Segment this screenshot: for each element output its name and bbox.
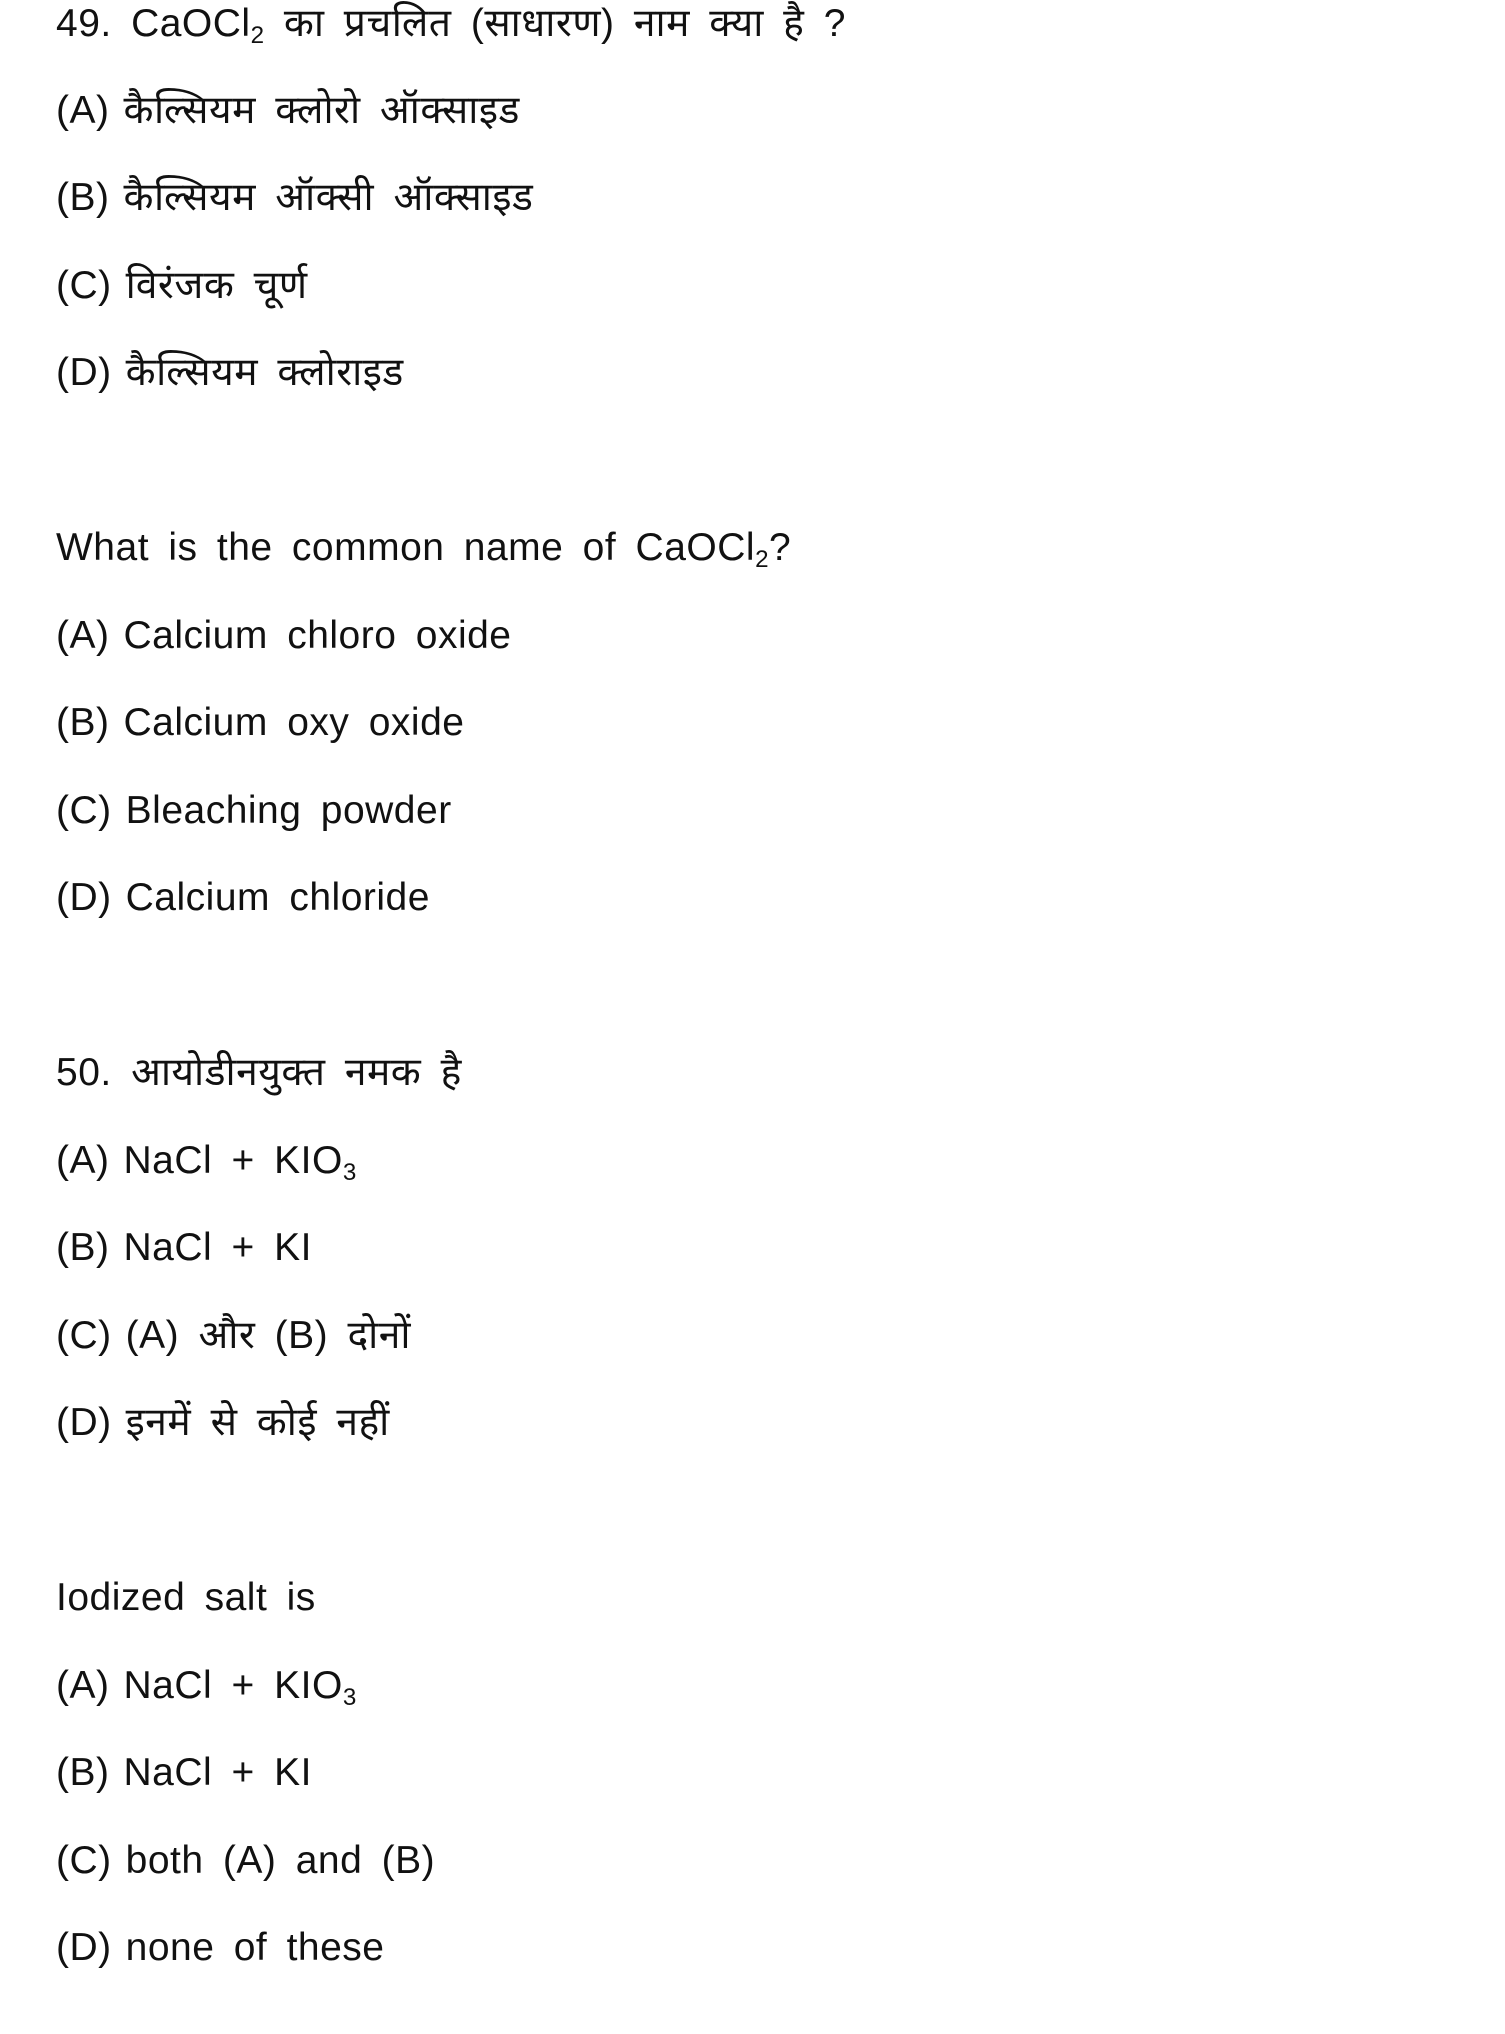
- q49-english-option-b[interactable]: (B) Calcium oxy oxide: [56, 701, 465, 744]
- q49-hindi-option-c[interactable]: (C) विरंजक चूर्ण: [56, 264, 308, 307]
- q50-english-stem: Iodized salt is: [56, 1576, 316, 1619]
- q50-hindi-option-c[interactable]: (C) (A) और (B) दोनों: [56, 1314, 412, 1357]
- q50-english-option-a[interactable]: (A) NaCl + $KIO_3$: [56, 1664, 357, 1711]
- q50-hindi-option-d[interactable]: (D) इनमें से कोई नहीं: [56, 1401, 390, 1444]
- q49-hindi-option-a[interactable]: (A) कैल्सियम क्लोरो ऑक्साइड: [56, 89, 520, 132]
- question-number: 49.: [56, 2, 112, 45]
- q50-hindi-option-b[interactable]: (B) NaCl + KI: [56, 1226, 312, 1269]
- q49-hindi-stem: 49. CaOCl$_2$ का प्रचलित (साधारण) नाम क्या है ?: [56, 2, 846, 49]
- q49-english-option-c[interactable]: (C) Bleaching powder: [56, 789, 452, 832]
- q50-english-option-d[interactable]: (D) none of these: [56, 1926, 385, 1969]
- q50-english-option-b[interactable]: (B) NaCl + KI: [56, 1751, 312, 1794]
- q49-hindi-option-d[interactable]: (D) कैल्सियम क्लोराइड: [56, 351, 404, 394]
- q50-hindi-stem: 50. आयोडीनयुक्त नमक है: [56, 1051, 462, 1094]
- q49-english-option-a[interactable]: (A) Calcium chloro oxide: [56, 614, 512, 657]
- q49-english-stem: What is the common name of CaOCl$_2$?: [56, 526, 792, 573]
- q49-english-option-d[interactable]: (D) Calcium chloride: [56, 876, 430, 919]
- q50-english-option-c[interactable]: (C) both (A) and (B): [56, 1839, 436, 1882]
- question-number: 50.: [56, 1051, 112, 1094]
- q49-hindi-option-b[interactable]: (B) कैल्सियम ऑक्सी ऑक्साइड: [56, 176, 534, 219]
- q50-hindi-option-a[interactable]: (A) NaCl + $KIO_3$: [56, 1139, 357, 1186]
